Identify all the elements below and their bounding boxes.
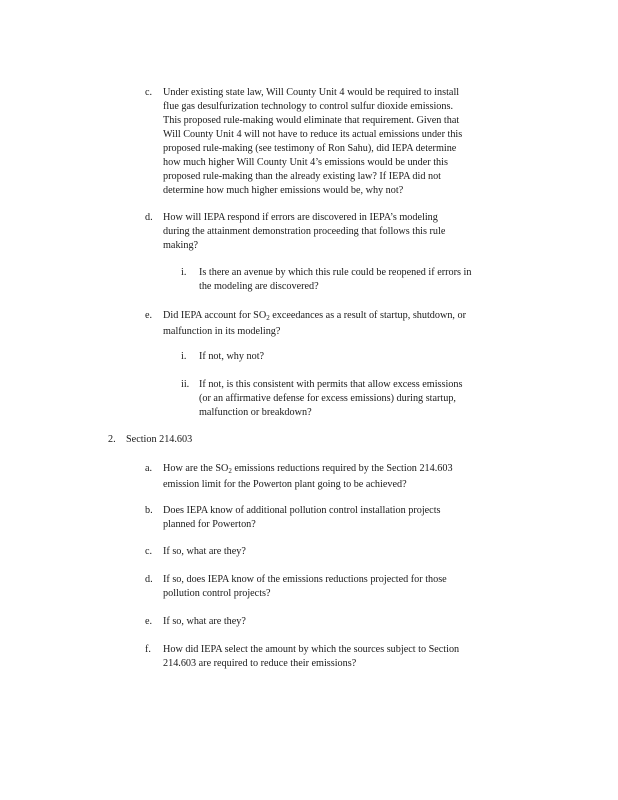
item-text [163, 615, 246, 629]
text-line: If so, does IEPA know of the emissions reductions projected for those [163, 574, 447, 585]
section-title: Section 214.603 [126, 434, 193, 445]
text-line: determine how much higher emissions would be, why not? [163, 185, 404, 196]
item-text [199, 378, 462, 420]
item-label: e. [145, 616, 153, 627]
text-line: proposed rule-making than the already existing law? If IEPA did not [163, 171, 442, 182]
text-line: making? [163, 240, 199, 251]
item-text [163, 504, 440, 532]
text-line: during the attainment demonstration proceeding that follows this rule [163, 226, 446, 237]
text-line: Does IEPA know of additional pollution control installation projects [163, 505, 441, 516]
item-text [163, 545, 246, 559]
text-line: 214.603 are required to reduce their emissions? [163, 658, 357, 669]
item-text [163, 309, 466, 339]
text-line: planned for Powerton? [163, 519, 256, 530]
item-text [163, 643, 459, 671]
text-line: emission limit for the Powerton plant going to be achieved? [163, 479, 407, 490]
text-line: malfunction in its modeling? [163, 326, 281, 337]
item-text [199, 350, 264, 364]
item-label: a. [145, 463, 153, 474]
item-text [163, 573, 447, 601]
text-line: malfunction or breakdown? [199, 407, 312, 418]
item-label: e. [145, 310, 153, 321]
item-text [199, 266, 471, 294]
text-line: If so, what are they? [163, 616, 246, 627]
item-label: f. [145, 644, 151, 655]
text-line: the modeling are discovered? [199, 281, 319, 292]
text-line: how much higher Will County Unit 4’s emissions would be under this [163, 157, 448, 168]
text-line: How are the $SO_2$ emissions reductions required by the Section 214.603 [163, 463, 453, 475]
item-text [163, 211, 445, 253]
item-label: b. [145, 505, 153, 516]
item-label: d. [145, 574, 153, 585]
text-line: Is there an avenue by which this rule could be reopened if errors in [199, 267, 472, 278]
item-label: i. [181, 267, 187, 278]
text-line: This proposed rule-making would eliminate that requirement. Given that [163, 115, 460, 126]
item-label: i. [181, 351, 187, 362]
text-line: How will IEPA respond if errors are discovered in IEPA’s modeling [163, 212, 438, 223]
item-text [163, 462, 453, 492]
section-heading-214-603 [108, 433, 193, 447]
item-label: ii. [181, 379, 190, 390]
text-line: flue gas desulfurization technology to control sulfur dioxide emissions. [163, 101, 454, 112]
text-line: Under existing state law, Will County Unit 4 would be required to install [163, 87, 460, 98]
text-line: pollution control projects? [163, 588, 271, 599]
text-line: Did IEPA account for $SO_2$ exceedances as a result of startup, shutdown, or [163, 310, 467, 322]
text-line: proposed rule-making (see testimony of Ron Sahu), did IEPA determine [163, 143, 457, 154]
text-line: If not, is this consistent with permits that allow excess emissions [199, 379, 463, 390]
text-line: Will County Unit 4 will not have to reduce its actual emissions under this [163, 129, 463, 140]
text-line: How did IEPA select the amount by which the sources subject to Section [163, 644, 460, 655]
text-line: (or an affirmative defense for excess emissions) during startup, [199, 393, 456, 404]
item-label: d. [145, 212, 153, 223]
text-line: If not, why not? [199, 351, 265, 362]
item-label: c. [145, 87, 153, 98]
item-label: c. [145, 546, 153, 557]
section-number: 2. [108, 434, 116, 445]
item-text [163, 86, 462, 198]
text-line: If so, what are they? [163, 546, 246, 557]
